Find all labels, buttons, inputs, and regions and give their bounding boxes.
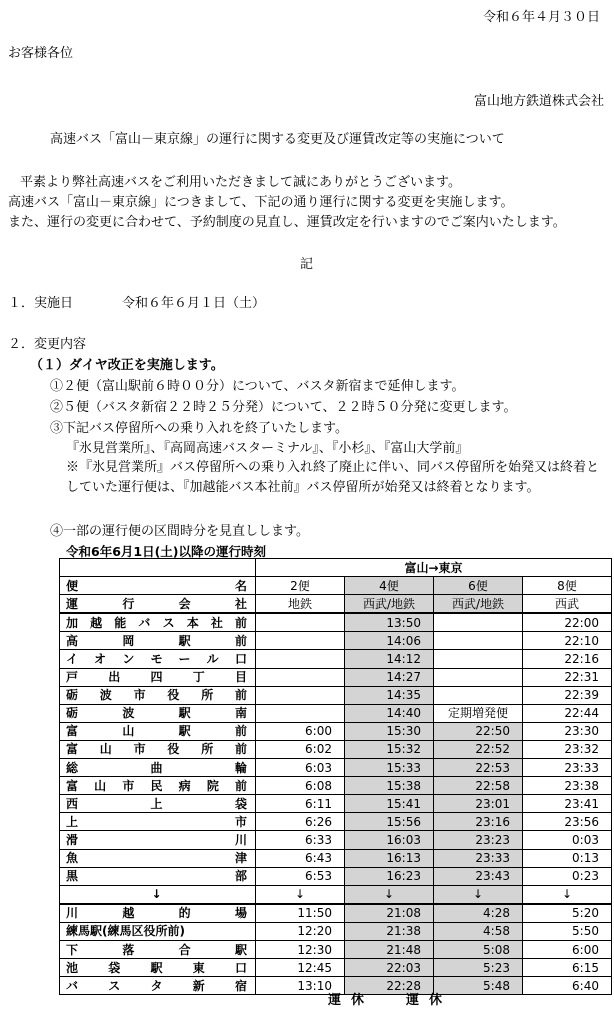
table-row bbox=[60, 831, 612, 849]
stop-name: 西上袋 bbox=[60, 795, 256, 813]
stop-name: 下落合駅 bbox=[60, 940, 256, 958]
time-cell: 23:01 bbox=[434, 795, 523, 813]
stop-name: バスタ新宿 bbox=[60, 977, 256, 995]
timetable bbox=[59, 558, 612, 995]
section1-label: １．実施日 bbox=[8, 296, 74, 311]
time-cell: 6:40 bbox=[523, 977, 612, 995]
time-cell: 22:53 bbox=[434, 759, 523, 777]
time-cell bbox=[256, 686, 345, 704]
time-cell: ↓ bbox=[345, 885, 434, 904]
bin-header-left: 便 bbox=[66, 578, 98, 593]
table-row bbox=[60, 668, 612, 686]
time-cell: 16:13 bbox=[345, 849, 434, 867]
discontinued-note: ※『氷見営業所』バス停留所への乗り入れ終了廃止に伴い、同バス停留所を始発又は終着としていた運行便は、『加越能バス本社前』バス停留所が始発又は終着となります。 bbox=[66, 460, 600, 495]
time-cell: 23:23 bbox=[434, 831, 523, 849]
stop-name: 上市 bbox=[60, 813, 256, 831]
time-cell: ↓ bbox=[434, 885, 523, 904]
stop-name: 池袋駅東口 bbox=[60, 959, 256, 977]
time-cell: 22:03 bbox=[345, 959, 434, 977]
time-cell: 23:30 bbox=[523, 722, 612, 740]
stop-name: 総曲輪 bbox=[60, 759, 256, 777]
time-cell: 22:50 bbox=[434, 722, 523, 740]
bin-header-right: 名 bbox=[217, 578, 249, 593]
time-cell: 14:27 bbox=[345, 668, 434, 686]
section1-value: 令和６年６月１日（土） bbox=[122, 296, 266, 311]
time-cell: 13:10 bbox=[256, 977, 345, 995]
time-cell: 0:03 bbox=[523, 831, 612, 849]
time-cell: 15:30 bbox=[345, 722, 434, 740]
time-cell: 12:30 bbox=[256, 940, 345, 958]
table-row bbox=[60, 813, 612, 831]
time-cell bbox=[256, 613, 345, 632]
time-cell bbox=[434, 632, 523, 650]
time-cell: ↓ bbox=[256, 885, 345, 904]
time-cell: 23:33 bbox=[523, 759, 612, 777]
change-item-1: ①２便（富山駅前６時００分）について、バスタ新宿まで延伸します。 bbox=[50, 379, 465, 394]
change-item-3: ③下記バス停留所への乗り入れを終了いたします。 bbox=[50, 421, 348, 436]
table-row bbox=[60, 632, 612, 650]
sender: 富山地方鉄道株式会社 bbox=[473, 94, 604, 109]
intro-line-2: 高速バス「富山－東京線」につきまして、下記の通り運行に関する変更を実施します。 bbox=[8, 195, 514, 210]
table-row bbox=[60, 740, 612, 758]
time-cell: 6:11 bbox=[256, 795, 345, 813]
time-cell: 22:10 bbox=[523, 632, 612, 650]
time-cell: 4:28 bbox=[434, 904, 523, 923]
time-cell: 13:50 bbox=[345, 613, 434, 632]
time-cell bbox=[256, 632, 345, 650]
stop-name: 富山市民病院前 bbox=[60, 777, 256, 795]
time-cell: 5:48 bbox=[434, 977, 523, 995]
stop-name: 戸出四丁目 bbox=[60, 668, 256, 686]
time-cell: 16:23 bbox=[345, 867, 434, 885]
table-row bbox=[60, 849, 612, 867]
time-cell: 23:41 bbox=[523, 795, 612, 813]
time-cell: 0:13 bbox=[523, 849, 612, 867]
stop-name: 砺波駅南 bbox=[60, 704, 256, 722]
section2-sub1: （１）ダイヤ改正を実施します。 bbox=[30, 358, 224, 373]
time-cell: 22:39 bbox=[523, 686, 612, 704]
stop-name: 富山市役所前 bbox=[60, 740, 256, 758]
table-row bbox=[60, 613, 612, 632]
table-row bbox=[60, 959, 612, 977]
ki-heading: 記 bbox=[300, 257, 314, 272]
operator-col-4: 西武 bbox=[523, 595, 612, 614]
time-cell: 11:50 bbox=[256, 904, 345, 923]
time-cell bbox=[434, 613, 523, 632]
stop-name: 川越的場 bbox=[60, 904, 256, 923]
stop-name: ↓ bbox=[60, 885, 256, 904]
time-cell: 21:08 bbox=[345, 904, 434, 923]
time-cell: 22:31 bbox=[523, 668, 612, 686]
change-item-2: ②５便（バスタ新宿２２時２５分発）について、２２時５０分発に変更します。 bbox=[50, 400, 517, 415]
time-cell: 5:08 bbox=[434, 940, 523, 958]
time-cell: 22:52 bbox=[434, 740, 523, 758]
time-cell: 14:06 bbox=[345, 632, 434, 650]
table-row bbox=[60, 795, 612, 813]
time-cell: 14:35 bbox=[345, 686, 434, 704]
table-row bbox=[60, 940, 612, 958]
time-cell: ↓ bbox=[523, 885, 612, 904]
timetable-caption: 令和6年6月1日(土)以降の運行時刻 bbox=[66, 544, 267, 559]
stop-name: 加越能バス本社前 bbox=[60, 613, 256, 632]
bin-header bbox=[60, 577, 256, 595]
bin-col-4: 8便 bbox=[523, 577, 612, 595]
time-cell: 4:58 bbox=[434, 922, 523, 940]
operator-col-3: 西武/地鉄 bbox=[434, 595, 523, 614]
time-cell: 22:44 bbox=[523, 704, 612, 722]
time-cell: 6:02 bbox=[256, 740, 345, 758]
time-cell: 15:56 bbox=[345, 813, 434, 831]
time-cell bbox=[256, 668, 345, 686]
document-title: 高速バス「富山－東京線」の運行に関する変更及び運賃改定等の実施について bbox=[50, 132, 505, 147]
time-cell bbox=[434, 650, 523, 668]
time-cell: 12:20 bbox=[256, 922, 345, 940]
timetable-corner bbox=[60, 559, 256, 577]
time-cell: 6:53 bbox=[256, 867, 345, 885]
time-cell: 23:56 bbox=[523, 813, 612, 831]
time-cell: 6:15 bbox=[523, 959, 612, 977]
time-cell: 6:08 bbox=[256, 777, 345, 795]
table-row bbox=[60, 922, 612, 940]
table-row bbox=[60, 904, 612, 923]
timetable-operator-row bbox=[60, 595, 612, 614]
time-cell: 15:33 bbox=[345, 759, 434, 777]
time-cell: 23:33 bbox=[434, 849, 523, 867]
time-cell bbox=[434, 686, 523, 704]
stop-name: イオンモール口 bbox=[60, 650, 256, 668]
time-cell: 5:20 bbox=[523, 904, 612, 923]
time-cell: 6:00 bbox=[523, 940, 612, 958]
intro-line-3: また、運行の変更に合わせて、予約制度の見直し、運賃改定を行いますのでご案内いたします。 bbox=[8, 215, 566, 230]
table-row bbox=[60, 777, 612, 795]
operator-header: 運行会社 bbox=[60, 595, 256, 614]
operator-col-2: 西武/地鉄 bbox=[345, 595, 434, 614]
time-cell: 14:40 bbox=[345, 704, 434, 722]
time-cell bbox=[434, 668, 523, 686]
time-cell: 23:43 bbox=[434, 867, 523, 885]
time-cell: 0:23 bbox=[523, 867, 612, 885]
suspended-label-2: 運休 bbox=[406, 993, 453, 1008]
change-item-4: ④一部の運行便の区間時分を見直しします。 bbox=[50, 524, 309, 539]
stop-name: 練馬駅(練馬区役所前) bbox=[60, 922, 256, 940]
stop-name: 富山駅前 bbox=[60, 722, 256, 740]
time-cell: 6:33 bbox=[256, 831, 345, 849]
stop-name: 黒部 bbox=[60, 867, 256, 885]
stop-name: 魚津 bbox=[60, 849, 256, 867]
time-cell: 5:50 bbox=[523, 922, 612, 940]
stop-name: 高岡駅前 bbox=[60, 632, 256, 650]
suspended-label-1: 運休 bbox=[328, 993, 375, 1008]
intro-line-1: 平素より弊社高速バスをご利用いただきまして誠にありがとうございます。 bbox=[20, 175, 461, 190]
time-cell: 12:45 bbox=[256, 959, 345, 977]
recipient: お客様各位 bbox=[8, 46, 74, 61]
table-row bbox=[60, 867, 612, 885]
bin-col-1: 2便 bbox=[256, 577, 345, 595]
time-cell: 21:48 bbox=[345, 940, 434, 958]
time-cell: 6:00 bbox=[256, 722, 345, 740]
bin-col-2: 4便 bbox=[345, 577, 434, 595]
table-row bbox=[60, 722, 612, 740]
stop-name: 滑川 bbox=[60, 831, 256, 849]
stop-name: 砺波市役所前 bbox=[60, 686, 256, 704]
table-row bbox=[60, 650, 612, 668]
time-cell: 15:38 bbox=[345, 777, 434, 795]
table-row bbox=[60, 759, 612, 777]
time-cell: 21:38 bbox=[345, 922, 434, 940]
time-cell bbox=[256, 704, 345, 722]
time-cell: 15:32 bbox=[345, 740, 434, 758]
time-cell: 14:12 bbox=[345, 650, 434, 668]
timetable-direction-row bbox=[60, 559, 612, 577]
time-cell: 6:26 bbox=[256, 813, 345, 831]
time-cell: 6:03 bbox=[256, 759, 345, 777]
time-cell: 5:23 bbox=[434, 959, 523, 977]
bin-col-3: 6便 bbox=[434, 577, 523, 595]
table-row bbox=[60, 885, 612, 904]
discontinued-stops: 『氷見営業所』、『高岡高速バスターミナル』、『小杉』、『富山大学前』 bbox=[66, 441, 469, 456]
table-row bbox=[60, 686, 612, 704]
time-cell: 22:28 bbox=[345, 977, 434, 995]
table-row bbox=[60, 704, 612, 722]
time-cell: 23:32 bbox=[523, 740, 612, 758]
time-cell bbox=[256, 650, 345, 668]
time-cell: 23:16 bbox=[434, 813, 523, 831]
time-cell: 16:03 bbox=[345, 831, 434, 849]
time-cell: 22:00 bbox=[523, 613, 612, 632]
timetable-bin-row bbox=[60, 577, 612, 595]
time-cell: 23:38 bbox=[523, 777, 612, 795]
operator-col-1: 地鉄 bbox=[256, 595, 345, 614]
time-cell: 定期増発便 bbox=[434, 704, 523, 722]
time-cell: 6:43 bbox=[256, 849, 345, 867]
time-cell: 22:16 bbox=[523, 650, 612, 668]
document-date: 令和６年４月３０日 bbox=[482, 10, 600, 25]
time-cell: 22:58 bbox=[434, 777, 523, 795]
time-cell: 15:41 bbox=[345, 795, 434, 813]
section2-label: ２．変更内容 bbox=[8, 337, 87, 352]
timetable-direction: 富山→東京 bbox=[256, 559, 612, 577]
